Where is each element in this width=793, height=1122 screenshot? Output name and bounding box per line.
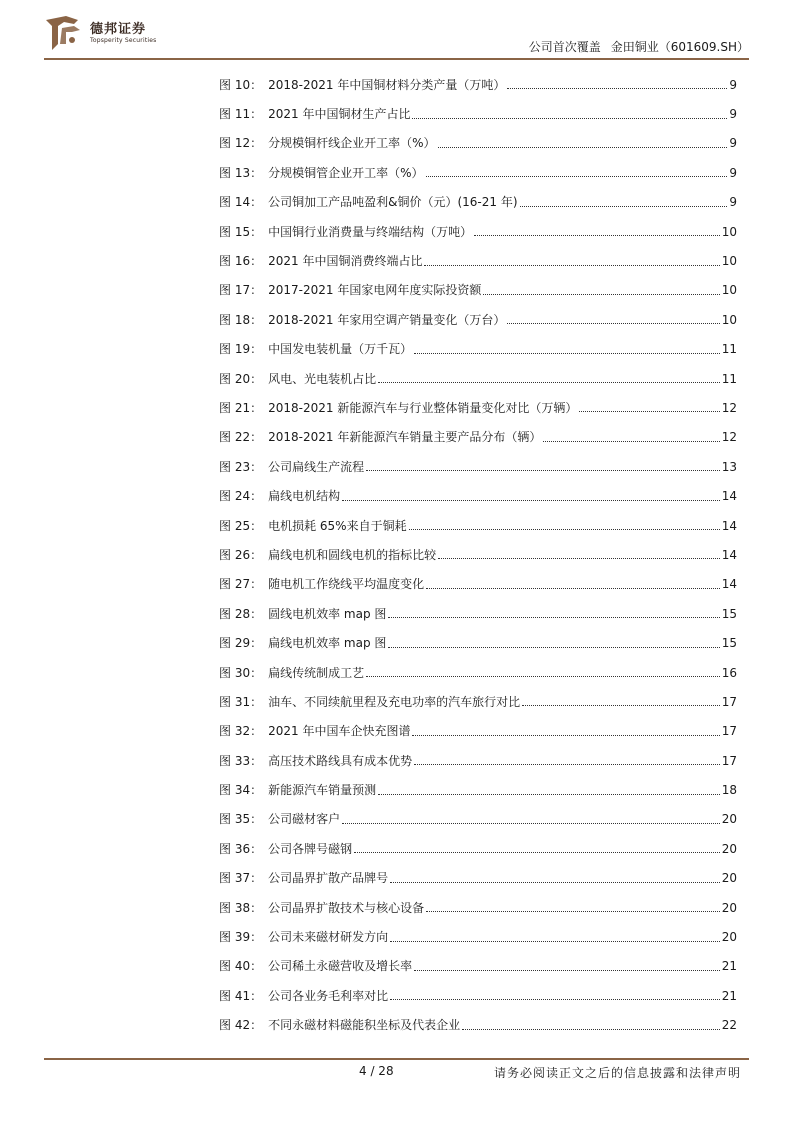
toc-entry[interactable] bbox=[219, 628, 737, 657]
toc-figure-label: 图 32： bbox=[219, 724, 263, 739]
toc-page-number: 16 bbox=[721, 665, 737, 680]
toc-figure-title: 扁线电机和圆线电机的指标比较 bbox=[268, 547, 437, 562]
toc-dot-leader bbox=[390, 882, 720, 883]
toc-dot-leader bbox=[412, 735, 719, 736]
toc-dot-leader bbox=[342, 500, 720, 501]
toc-page-number: 18 bbox=[721, 783, 737, 798]
toc-figure-label: 图 25： bbox=[219, 518, 263, 533]
toc-dot-leader bbox=[474, 235, 720, 236]
page-header bbox=[0, 0, 793, 64]
toc-figure-label: 图 26： bbox=[219, 547, 263, 562]
company-ticker: 金田铜业（601609.SH） bbox=[610, 40, 749, 54]
toc-dot-leader bbox=[438, 558, 720, 559]
toc-page-number: 12 bbox=[721, 400, 737, 415]
toc-page-number: 15 bbox=[721, 636, 737, 651]
toc-page-number: 14 bbox=[721, 518, 737, 533]
toc-figure-title: 公司晶界扩散产品牌号 bbox=[268, 871, 389, 886]
toc-entry[interactable] bbox=[219, 481, 737, 510]
toc-figure-label: 图 38： bbox=[219, 900, 263, 915]
toc-figure-title: 随电机工作绕线平均温度变化 bbox=[268, 577, 425, 592]
toc-figure-title: 公司未来磁材研发方向 bbox=[268, 930, 389, 945]
toc-figure-label: 图 16： bbox=[219, 254, 263, 269]
toc-figure-label: 图 23： bbox=[219, 459, 263, 474]
logo-chinese-name: 德邦证券 bbox=[90, 22, 147, 37]
toc-figure-label: 图 21： bbox=[219, 400, 263, 415]
toc-page-number: 9 bbox=[729, 136, 737, 151]
toc-page-number: 10 bbox=[721, 312, 737, 327]
toc-page-number: 10 bbox=[721, 283, 737, 298]
toc-entry[interactable] bbox=[219, 70, 737, 99]
toc-figure-label: 图 40： bbox=[219, 959, 263, 974]
toc-entry[interactable] bbox=[219, 188, 737, 217]
toc-entry[interactable] bbox=[219, 864, 737, 893]
toc-figure-title: 风电、光电装机占比 bbox=[268, 371, 377, 386]
toc-entry[interactable] bbox=[219, 158, 737, 187]
logo-mark-icon bbox=[44, 14, 84, 52]
toc-page-number: 11 bbox=[721, 342, 737, 357]
toc-page-number: 21 bbox=[721, 988, 737, 1003]
toc-figure-title: 高压技术路线具有成本优势 bbox=[268, 753, 413, 768]
toc-page-number: 17 bbox=[721, 753, 737, 768]
toc-page-number: 22 bbox=[721, 1018, 737, 1033]
toc-figure-title: 分规模铜杆线企业开工率（%） bbox=[268, 136, 436, 151]
toc-dot-leader bbox=[426, 176, 728, 177]
toc-dot-leader bbox=[520, 206, 728, 207]
toc-page-number: 13 bbox=[721, 459, 737, 474]
toc-page-number: 11 bbox=[721, 371, 737, 386]
toc-figure-title: 电机损耗 65%来自于铜耗 bbox=[268, 518, 407, 533]
toc-page-number: 10 bbox=[721, 224, 737, 239]
toc-entry[interactable] bbox=[219, 981, 737, 1010]
toc-entry[interactable] bbox=[219, 893, 737, 922]
report-type: 公司首次覆盖 bbox=[528, 40, 601, 54]
toc-dot-leader bbox=[414, 970, 720, 971]
toc-page-number: 17 bbox=[721, 694, 737, 709]
toc-figure-label: 图 20： bbox=[219, 371, 263, 386]
toc-page-number: 9 bbox=[729, 107, 737, 122]
toc-figure-title: 公司磁材客户 bbox=[268, 812, 341, 827]
toc-entry[interactable] bbox=[219, 276, 737, 305]
toc-dot-leader bbox=[354, 852, 720, 853]
toc-figure-title: 公司各业务毛利率对比 bbox=[268, 988, 389, 1003]
toc-figure-label: 图 13： bbox=[219, 165, 263, 180]
toc-entry[interactable] bbox=[219, 570, 737, 599]
toc-dot-leader bbox=[426, 588, 720, 589]
toc-figure-title: 2018-2021 年新能源汽车销量主要产品分布（辆） bbox=[268, 430, 542, 445]
toc-dot-leader bbox=[414, 353, 720, 354]
toc-figure-label: 图 11： bbox=[219, 107, 263, 122]
toc-dot-leader bbox=[438, 147, 728, 148]
toc-entry[interactable] bbox=[219, 129, 737, 158]
toc-figure-title: 公司晶界扩散技术与核心设备 bbox=[268, 900, 425, 915]
toc-dot-leader bbox=[390, 941, 720, 942]
toc-entry[interactable] bbox=[219, 364, 737, 393]
legal-disclaimer: 请务必阅读正文之后的信息披露和法律声明 bbox=[493, 1066, 741, 1080]
toc-dot-leader bbox=[424, 265, 719, 266]
toc-entry[interactable] bbox=[219, 658, 737, 687]
toc-figure-title: 圆线电机效率 map 图 bbox=[268, 606, 387, 621]
toc-figure-title: 扁线电机效率 map 图 bbox=[268, 636, 387, 651]
toc-dot-leader bbox=[507, 88, 727, 89]
toc-page-number: 15 bbox=[721, 606, 737, 621]
toc-figure-label: 图 29： bbox=[219, 636, 263, 651]
toc-figure-title: 2021 年中国铜材生产占比 bbox=[268, 107, 411, 122]
toc-page-number: 14 bbox=[721, 577, 737, 592]
toc-figure-label: 图 12： bbox=[219, 136, 263, 151]
toc-figure-title: 扁线电机结构 bbox=[268, 489, 341, 504]
company-logo bbox=[44, 14, 194, 54]
toc-figure-label: 图 33： bbox=[219, 753, 263, 768]
toc-entry[interactable] bbox=[219, 717, 737, 746]
toc-page-number: 20 bbox=[721, 812, 737, 827]
toc-dot-leader bbox=[579, 411, 719, 412]
toc-figure-title: 中国发电装机量（万千瓦） bbox=[268, 342, 413, 357]
toc-figure-label: 图 35： bbox=[219, 812, 263, 827]
toc-figure-title: 公司各牌号磁钢 bbox=[268, 841, 353, 856]
toc-dot-leader bbox=[388, 617, 719, 618]
toc-dot-leader bbox=[426, 911, 720, 912]
toc-page-number: 20 bbox=[721, 930, 737, 945]
toc-entry[interactable] bbox=[219, 599, 737, 628]
toc-figure-label: 图 41： bbox=[219, 988, 263, 1003]
toc-figure-title: 2018-2021 新能源汽车与行业整体销量变化对比（万辆） bbox=[268, 400, 578, 415]
toc-figure-title: 公司扁线生产流程 bbox=[268, 459, 365, 474]
figure-table-of-contents bbox=[219, 70, 737, 1040]
toc-entry[interactable] bbox=[219, 452, 737, 481]
toc-dot-leader bbox=[507, 323, 719, 324]
toc-entry[interactable] bbox=[219, 305, 737, 334]
toc-page-number: 9 bbox=[729, 165, 737, 180]
toc-entry[interactable] bbox=[219, 746, 737, 775]
toc-dot-leader bbox=[409, 529, 720, 530]
toc-figure-label: 图 31： bbox=[219, 694, 263, 709]
toc-page-number: 12 bbox=[721, 430, 737, 445]
toc-entry[interactable] bbox=[219, 99, 737, 128]
toc-figure-title: 2018-2021 年家用空调产销量变化（万台） bbox=[268, 312, 506, 327]
toc-entry[interactable] bbox=[219, 834, 737, 863]
toc-dot-leader bbox=[378, 794, 720, 795]
toc-figure-label: 图 19： bbox=[219, 342, 263, 357]
toc-figure-title: 分规模铜管企业开工率（%） bbox=[268, 165, 424, 180]
toc-dot-leader bbox=[390, 999, 720, 1000]
toc-figure-label: 图 36： bbox=[219, 841, 263, 856]
toc-entry[interactable] bbox=[219, 1011, 737, 1040]
toc-figure-title: 2018-2021 年中国铜材料分类产量（万吨） bbox=[268, 77, 506, 92]
toc-page-number: 20 bbox=[721, 900, 737, 915]
toc-figure-title: 2021 年中国车企快充图谱 bbox=[268, 724, 411, 739]
toc-entry[interactable] bbox=[219, 775, 737, 804]
toc-entry[interactable] bbox=[219, 687, 737, 716]
toc-figure-title: 新能源汽车销量预测 bbox=[268, 783, 377, 798]
toc-entry[interactable] bbox=[219, 922, 737, 951]
toc-page-number: 14 bbox=[721, 547, 737, 562]
toc-figure-label: 图 18： bbox=[219, 312, 263, 327]
toc-dot-leader bbox=[342, 823, 720, 824]
toc-figure-label: 图 37： bbox=[219, 871, 263, 886]
toc-dot-leader bbox=[414, 764, 720, 765]
toc-entry[interactable] bbox=[219, 246, 737, 275]
toc-page-number: 10 bbox=[721, 254, 737, 269]
toc-figure-label: 图 27： bbox=[219, 577, 263, 592]
toc-figure-title: 2017-2021 年国家电网年度实际投资额 bbox=[268, 283, 482, 298]
page-number: 4 / 28 bbox=[359, 1064, 394, 1078]
toc-figure-label: 图 15： bbox=[219, 224, 263, 239]
footer-divider bbox=[44, 1058, 749, 1060]
toc-figure-label: 图 14： bbox=[219, 195, 263, 210]
toc-figure-label: 图 17： bbox=[219, 283, 263, 298]
toc-page-number: 21 bbox=[721, 959, 737, 974]
toc-figure-title: 不同永磁材料磁能积坐标及代表企业 bbox=[268, 1018, 461, 1033]
toc-dot-leader bbox=[412, 118, 727, 119]
toc-figure-title: 公司铜加工产品吨盈利&铜价（元）(16-21 年) bbox=[268, 195, 518, 210]
toc-page-number: 20 bbox=[721, 841, 737, 856]
toc-entry[interactable] bbox=[219, 217, 737, 246]
logo-english-name: Topsperity Securities bbox=[90, 37, 157, 44]
toc-dot-leader bbox=[388, 647, 719, 648]
toc-entry[interactable] bbox=[219, 952, 737, 981]
toc-figure-label: 图 22： bbox=[219, 430, 263, 445]
toc-figure-label: 图 30： bbox=[219, 665, 263, 680]
toc-page-number: 20 bbox=[721, 871, 737, 886]
toc-dot-leader bbox=[366, 470, 720, 471]
toc-dot-leader bbox=[378, 382, 720, 383]
toc-entry[interactable] bbox=[219, 423, 737, 452]
toc-page-number: 9 bbox=[729, 77, 737, 92]
toc-entry[interactable] bbox=[219, 511, 737, 540]
toc-entry[interactable] bbox=[219, 540, 737, 569]
toc-figure-label: 图 24： bbox=[219, 489, 263, 504]
toc-page-number: 17 bbox=[721, 724, 737, 739]
toc-figure-label: 图 34： bbox=[219, 783, 263, 798]
toc-entry[interactable] bbox=[219, 805, 737, 834]
report-header-info bbox=[519, 38, 749, 55]
toc-figure-title: 2021 年中国铜消费终端占比 bbox=[268, 254, 423, 269]
toc-figure-label: 图 39： bbox=[219, 930, 263, 945]
toc-entry[interactable] bbox=[219, 393, 737, 422]
toc-figure-title: 公司稀土永磁营收及增长率 bbox=[268, 959, 413, 974]
toc-figure-title: 扁线传统制成工艺 bbox=[268, 665, 365, 680]
toc-figure-title: 中国铜行业消费量与终端结构（万吨） bbox=[268, 224, 473, 239]
toc-entry[interactable] bbox=[219, 335, 737, 364]
toc-page-number: 9 bbox=[729, 195, 737, 210]
toc-dot-leader bbox=[366, 676, 720, 677]
toc-dot-leader bbox=[483, 294, 719, 295]
toc-figure-label: 图 42： bbox=[219, 1018, 263, 1033]
toc-figure-label: 图 28： bbox=[219, 606, 263, 621]
toc-dot-leader bbox=[462, 1029, 720, 1030]
toc-dot-leader bbox=[543, 441, 719, 442]
toc-figure-label: 图 10： bbox=[219, 77, 263, 92]
toc-dot-leader bbox=[522, 705, 720, 706]
toc-page-number: 14 bbox=[721, 489, 737, 504]
header-divider bbox=[44, 58, 749, 60]
toc-figure-title: 油车、不同续航里程及充电功率的汽车旅行对比 bbox=[268, 694, 521, 709]
